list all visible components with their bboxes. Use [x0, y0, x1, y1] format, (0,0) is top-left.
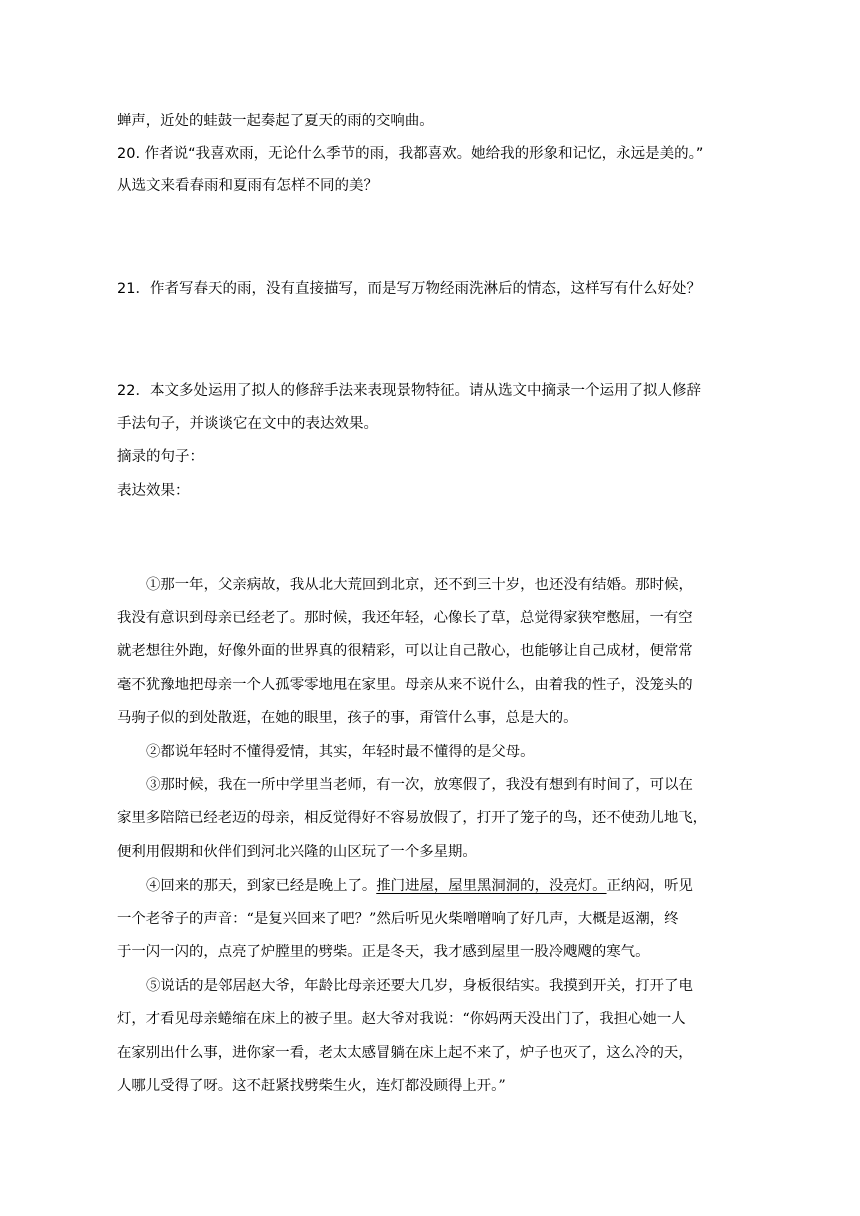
passage-p1-line-1: ①那一年，父亲病故，我从北大荒回到北京，还不到三十岁，也还没有结婚。那时候，: [146, 577, 693, 593]
p4-line-1-post: 正纳闷，听见: [606, 878, 693, 894]
intro-tail-line: 蝉声，近处的蛙鼓一起奏起了夏天的雨的交响曲。: [117, 113, 434, 129]
passage-p4-line-2: 一个老爷子的声音：“是复兴回来了吧？”然后听见火柴噌噌响了好几声，大概是返潮，终: [117, 911, 679, 927]
excerpt-label: 摘录的句子：: [117, 449, 204, 465]
passage-p4-line-3: 于一闪一闪的，点亮了炉膛里的劈柴。正是冬天，我才感到屋里一股冷飕飕的寒气。: [117, 944, 650, 960]
p4-underlined-sentence: 推门进屋，屋里黑洞洞的，没亮灯。: [376, 878, 607, 894]
passage-p1-line-5: 马驹子似的到处散逛，在她的眼里，孩子的事，甭管什么事，总是大的。: [117, 710, 578, 726]
question-20-line-2: 从选文来看春雨和夏雨有怎样不同的美？: [117, 178, 378, 194]
passage-p3-line-3: 便利用假期和伙伴们到河北兴隆的山区玩了一个多星期。: [117, 844, 477, 860]
passage-p5-line-3: 在家别出什么事，进你家一看，老太太感冒躺在床上起不来了，炉子也灭了，这么冷的天，: [117, 1045, 693, 1061]
p4-line-1-pre: ④回来的那天，到家已经是晚上了。: [146, 878, 377, 894]
question-22-line-1: 22．本文多处运用了拟人的修辞手法来表现景物特征。请从选文中摘录一个运用了拟人修辞: [117, 383, 701, 399]
passage-p1-line-3: 就老想往外跑，好像外面的世界真的很精彩，可以让自己散心，也能够让自己成材，便常常: [117, 643, 693, 659]
passage-p5-line-4: 人哪儿受得了呀。这不赶紧找劈柴生火，连灯都没顾得上开。”: [117, 1078, 506, 1094]
passage-p3-line-1: ③那时候，我在一所中学里当老师，有一次，放寒假了，我没有想到有时间了，可以在: [146, 777, 693, 793]
passage-p3-line-2: 家里多陪陪已经老迈的母亲，相反觉得好不容易放假了，打开了笼子的鸟，还不使劲儿地飞，: [117, 810, 708, 826]
question-21-line-1: 21．作者写春天的雨，没有直接描写，而是写万物经雨洗淋后的情态，这样写有什么好处？: [117, 281, 701, 297]
question-20-line-1: 20. 作者说“我喜欢雨，无论什么季节的雨，我都喜欢。她给我的形象和记忆，永远是美的。”: [117, 146, 704, 162]
question-22-line-2: 手法句子，并谈谈它在文中的表达效果。: [117, 416, 378, 432]
passage-p2-line-1: ②都说年轻时不懂得爱情，其实，年轻时最不懂得的是父母。: [146, 744, 535, 760]
passage-p5-line-1: ⑤说话的是邻居赵大爷，年龄比母亲还要大几岁，身板很结实。我摸到开关，打开了电: [146, 978, 693, 994]
passage-p1-line-4: 毫不犹豫地把母亲一个人孤零零地甩在家里。母亲从来不说什么，由着我的性子，没笼头的: [117, 677, 693, 693]
effect-label: 表达效果：: [117, 483, 190, 499]
passage-p5-line-2: 灯，才看见母亲蜷缩在床上的被子里。赵大爷对我说：“你妈两天没出门了，我担心她一人: [117, 1011, 686, 1027]
passage-p4-line-1: [146, 876, 693, 896]
passage-p1-line-2: 我没有意识到母亲已经老了。那时候，我还年轻，心像长了草，总觉得家狭窄憋屈，一有空: [117, 610, 693, 626]
